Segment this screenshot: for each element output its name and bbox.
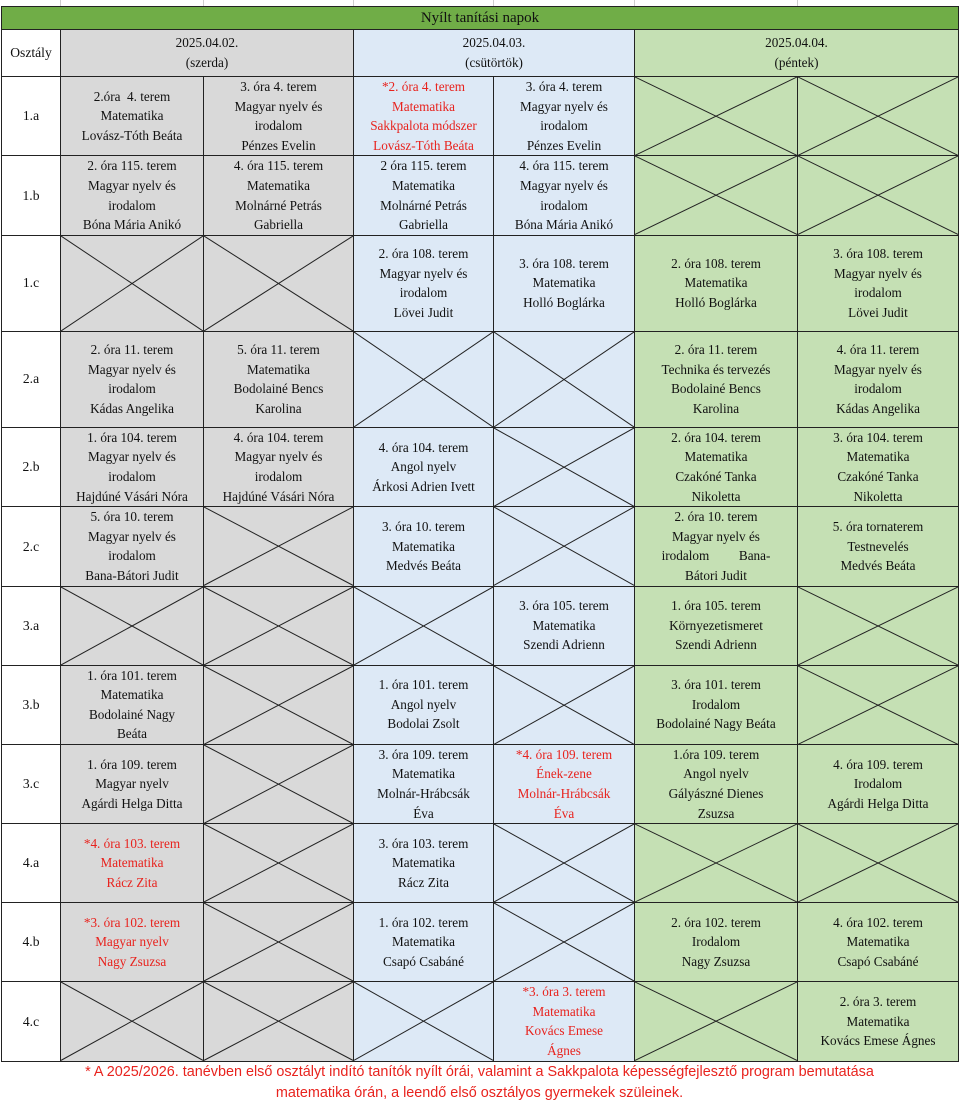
class-label: 3.b — [2, 665, 61, 744]
lesson-cell-highlighted — [494, 982, 635, 1061]
lesson-line: Magyar nyelv és — [234, 98, 323, 114]
lesson-line: Matematika — [247, 361, 310, 377]
lesson-line: Matematika — [532, 275, 596, 291]
class-label: 3.c — [2, 744, 61, 823]
lesson-cell — [354, 665, 494, 744]
cross-icon — [61, 587, 203, 665]
lesson-cell — [354, 427, 494, 506]
cross-icon — [204, 507, 353, 585]
lesson-line: 1. óra 101. terem — [87, 667, 177, 683]
table-row — [2, 665, 959, 744]
cross-icon — [798, 666, 958, 744]
cross-icon — [354, 982, 493, 1060]
lesson-line: irodalom — [540, 197, 588, 213]
lesson-line: 4. óra 104. terem — [233, 429, 324, 445]
table-title: Nyílt tanítási napok — [2, 7, 959, 30]
lesson-cell — [494, 156, 635, 235]
lesson-line: Pénzes Evelin — [241, 137, 316, 153]
lesson-cell — [798, 744, 959, 823]
lesson-line: Magyar nyelv és — [379, 265, 468, 281]
lesson-line: 4. óra 109. terem — [833, 756, 923, 772]
table-row — [2, 982, 959, 1061]
empty-slot-cross — [204, 903, 354, 982]
lesson-line: Nikoletta — [853, 488, 903, 504]
empty-slot-cross — [354, 331, 494, 427]
lesson-line: Irodalom — [691, 696, 741, 712]
lesson-line: Szendi Adrienn — [523, 637, 605, 653]
lesson-line: Bóna Mária Anikó — [514, 217, 614, 233]
lesson-line: 2. óra 11. terem — [90, 342, 174, 358]
lesson-line: Bodolainé Bencs — [233, 381, 324, 397]
lesson-line: Beáta — [116, 726, 148, 742]
empty-slot-cross — [204, 744, 354, 823]
empty-slot-cross — [61, 235, 204, 331]
cross-icon — [61, 236, 203, 331]
class-label: 4.c — [2, 982, 61, 1061]
lesson-line: Matematika — [846, 1013, 910, 1029]
empty-slot-cross — [494, 331, 635, 427]
day-header-1: 2025.04.02. (szerda) — [61, 30, 354, 77]
class-label: 2.b — [2, 427, 61, 506]
lesson-cell — [204, 427, 354, 506]
lesson-line: 4. óra 115. terem — [233, 158, 324, 174]
table-row — [2, 586, 959, 665]
table-row — [2, 235, 959, 331]
lesson-line: Bodolainé Bencs — [671, 381, 761, 397]
class-label: 1.b — [2, 156, 61, 235]
lesson-line: Bodolainé Nagy — [88, 706, 176, 722]
lesson-line: Molnárné Petrás — [235, 197, 322, 213]
lesson-cell — [204, 331, 354, 427]
lesson-line: *2. óra 4. terem — [381, 79, 466, 94]
lesson-line: Hajdúné Vásári Nóra — [222, 488, 335, 504]
lesson-line: Nikoletta — [691, 488, 741, 504]
lesson-cell — [61, 331, 204, 427]
lesson-line: *4. óra 103. terem — [83, 835, 181, 851]
lesson-line: Lövei Judit — [848, 304, 908, 320]
lesson-line: Lovász-Tóth Beáta — [373, 137, 474, 153]
lesson-line: irodalom — [399, 285, 448, 301]
table-row — [2, 903, 959, 982]
lesson-cell — [798, 235, 959, 331]
lesson-cell — [798, 427, 959, 506]
lesson-line: Kádas Angelika — [90, 400, 174, 416]
table-row — [2, 77, 959, 156]
lesson-cell-highlighted — [61, 903, 204, 982]
lesson-line: Angol nyelv — [390, 696, 457, 712]
footnote — [0, 1062, 959, 1104]
lesson-line: Kovács Emese — [525, 1023, 603, 1039]
lesson-line: Környezetismeret — [669, 617, 763, 633]
lesson-line: Karolina — [255, 400, 302, 416]
lesson-line: Csapó Csabáné — [383, 954, 464, 970]
lesson-cell — [635, 235, 798, 331]
cross-icon — [798, 156, 958, 234]
lesson-cell — [635, 427, 798, 506]
class-header: Osztály — [2, 30, 61, 77]
lesson-line: Nagy Zsuzsa — [681, 954, 751, 970]
empty-slot-cross — [798, 586, 959, 665]
cross-icon — [635, 156, 797, 234]
lesson-cell — [61, 77, 204, 156]
lesson-line: Magyar nyelv és — [88, 361, 176, 377]
lesson-line: 1. óra 105. terem — [671, 598, 761, 614]
empty-slot-cross — [635, 77, 798, 156]
empty-slot-cross — [494, 427, 635, 506]
lesson-line: Matematika — [100, 855, 164, 871]
lesson-line: irodalom — [854, 285, 902, 301]
lesson-line: Csapó Csabáné — [837, 954, 919, 970]
lesson-line: Éva — [553, 805, 575, 821]
lesson-line: Gályászné Dienes — [668, 786, 764, 802]
class-label: 2.c — [2, 507, 61, 586]
lesson-line: Gabriella — [398, 217, 449, 233]
lesson-line: Agárdi Helga Ditta — [81, 795, 183, 811]
lesson-line: irodalom — [254, 468, 303, 484]
cross-icon — [494, 666, 634, 744]
lesson-cell-highlighted — [354, 77, 494, 156]
lesson-line: Éva — [413, 805, 434, 821]
lesson-line: 4. óra 104. terem — [378, 439, 469, 455]
lesson-line: 2. óra 3. terem — [839, 994, 917, 1010]
empty-slot-cross — [204, 982, 354, 1061]
empty-slot-cross — [635, 824, 798, 903]
lesson-line: 2. óra 10. terem — [674, 509, 758, 525]
lesson-line: 3. óra 101. terem — [671, 677, 761, 693]
lesson-line: 1. óra 102. terem — [378, 914, 469, 930]
lesson-line: irodalom — [108, 548, 156, 564]
lesson-line: Medvés Beáta — [385, 558, 462, 574]
lesson-line: 3. óra 10. terem — [381, 518, 466, 534]
lesson-line: Angol nyelv — [683, 766, 749, 782]
cross-icon — [494, 507, 634, 585]
lesson-line: Irodalom — [691, 934, 741, 950]
class-label: 4.b — [2, 903, 61, 982]
lesson-cell — [798, 331, 959, 427]
lesson-line: Molnár-Hrábcsák — [517, 786, 611, 802]
cross-icon — [635, 77, 797, 155]
lesson-line: Matematika — [247, 177, 310, 193]
lesson-cell — [635, 331, 798, 427]
lesson-line: irodalom — [108, 468, 156, 484]
lesson-line: 2. óra 102. terem — [671, 914, 761, 930]
empty-slot-cross — [798, 77, 959, 156]
lesson-line: Lovász-Tóth Beáta — [81, 127, 183, 143]
cross-icon — [494, 824, 634, 902]
lesson-cell — [204, 77, 354, 156]
lesson-line: 1. óra 101. terem — [378, 677, 469, 693]
lesson-line: Holló Boglárka — [675, 295, 757, 311]
lesson-line: Magyar nyelv és — [88, 528, 176, 544]
day-header-3: 2025.04.04. (péntek) — [635, 30, 959, 77]
lesson-cell — [354, 235, 494, 331]
lesson-line: Zsuzsa — [697, 805, 735, 821]
empty-slot-cross — [204, 235, 354, 331]
lesson-line: Pénzes Evelin — [526, 137, 602, 153]
lesson-line: Nagy Zsuzsa — [97, 954, 167, 970]
lesson-cell — [354, 156, 494, 235]
lesson-line: *3. óra 102. terem — [83, 914, 181, 930]
day-header-2: 2025.04.03. (csütörtök) — [354, 30, 635, 77]
class-label: 2.a — [2, 331, 61, 427]
lesson-line: Magyar nyelv — [95, 776, 169, 792]
empty-slot-cross — [354, 586, 494, 665]
empty-slot-cross — [635, 982, 798, 1061]
lesson-cell — [494, 77, 635, 156]
lesson-line: Bodolainé Nagy Beáta — [656, 716, 776, 732]
empty-slot-cross — [61, 982, 204, 1061]
lesson-line: 1. óra 104. terem — [87, 429, 177, 445]
footnote-line-1: * A 2025/2026. tanévben első osztályt indító tanítók nyílt órái, valamint a Sakkpalota képességfejlesztő program bemutatása — [85, 1064, 874, 1080]
lesson-line: Bodolai Zsolt — [387, 716, 460, 732]
lesson-line: Rácz Zita — [106, 875, 158, 891]
cross-icon — [204, 666, 353, 744]
lesson-cell — [61, 744, 204, 823]
lesson-line: 3. óra 104. terem — [833, 429, 923, 445]
lesson-line: Hajdúné Vásári Nóra — [76, 488, 188, 504]
lesson-line: Szendi Adrienn — [675, 637, 757, 653]
cross-icon — [204, 745, 353, 823]
lesson-line: Lövei Judit — [393, 304, 454, 320]
lesson-line: 4. óra 102. terem — [833, 914, 923, 930]
cross-icon — [635, 982, 797, 1060]
empty-slot-cross — [204, 507, 354, 586]
lesson-cell — [635, 903, 798, 982]
cross-icon — [798, 587, 958, 665]
empty-slot-cross — [494, 507, 635, 586]
class-label: 1.a — [2, 77, 61, 156]
cross-icon — [635, 824, 797, 902]
lesson-line: Angol nyelv — [390, 459, 457, 475]
lesson-line: Karolina — [692, 400, 740, 416]
footnote-line-2: matematika órán, a leendő első osztályos gyermekek szüleinek. — [275, 1085, 684, 1101]
table-row — [2, 507, 959, 586]
table-row — [2, 156, 959, 235]
cross-icon — [204, 903, 353, 981]
lesson-line: Magyar nyelv és — [520, 177, 608, 193]
lesson-line: 2. óra 108. terem — [671, 255, 761, 271]
lesson-line: Molnár-Hrábcsák — [377, 786, 470, 802]
lesson-line: irodalom Bana- — [661, 548, 771, 564]
lesson-cell — [61, 427, 204, 506]
lesson-cell — [798, 903, 959, 982]
lesson-cell — [635, 586, 798, 665]
empty-slot-cross — [494, 665, 635, 744]
lesson-line: 1.óra 109. terem — [672, 746, 760, 762]
class-label: 4.a — [2, 824, 61, 903]
lesson-line: 2. óra 11. terem — [674, 342, 758, 358]
cross-icon — [798, 77, 958, 155]
lesson-line: Magyar nyelv és — [834, 265, 922, 281]
table-row — [2, 331, 959, 427]
lesson-cell — [494, 586, 635, 665]
lesson-line: 3. óra 103. terem — [378, 835, 469, 851]
lesson-line: Matematika — [392, 177, 455, 193]
table-row — [2, 824, 959, 903]
lesson-line: 2. óra 108. terem — [378, 246, 469, 262]
empty-slot-cross — [798, 824, 959, 903]
lesson-line: Matematika — [532, 1003, 596, 1019]
lesson-line: Magyar nyelv és — [520, 98, 608, 114]
lesson-line: Árkosi Adrien Ivett — [372, 478, 475, 494]
lesson-line: Medvés Beáta — [840, 558, 916, 574]
lesson-line: irodalom — [108, 197, 156, 213]
lesson-cell — [635, 744, 798, 823]
empty-slot-cross — [204, 665, 354, 744]
lesson-line: 3. óra 105. terem — [519, 598, 609, 614]
empty-slot-cross — [204, 824, 354, 903]
lesson-line: Technika és tervezés — [661, 361, 771, 377]
cross-icon — [494, 903, 634, 981]
lesson-line: Gabriella — [253, 217, 304, 233]
lesson-line: 3. óra 4. terem — [525, 79, 603, 94]
lesson-line: Czakóné Tanka — [837, 468, 919, 484]
lesson-cell — [354, 824, 494, 903]
empty-slot-cross — [204, 586, 354, 665]
empty-slot-cross — [494, 903, 635, 982]
lesson-line: Bóna Mária Anikó — [82, 217, 182, 233]
lesson-line: Matematika — [846, 449, 910, 465]
lesson-cell-highlighted — [61, 824, 204, 903]
lesson-line: 4. óra 115. terem — [519, 158, 609, 174]
lesson-line: 2. óra 115. terem — [87, 158, 177, 174]
lesson-line: Magyar nyelv és — [234, 449, 323, 465]
lesson-line: 3. óra 108. terem — [833, 246, 923, 262]
lesson-line: Matematika — [684, 449, 748, 465]
lesson-line: irodalom — [540, 118, 588, 134]
lesson-line: *4. óra 109. terem — [515, 746, 613, 762]
lesson-line: 5. óra 10. terem — [90, 509, 174, 525]
empty-slot-cross — [635, 156, 798, 235]
class-label: 3.a — [2, 586, 61, 665]
lesson-line: Matematika — [100, 687, 164, 703]
lesson-line: Matematika — [392, 98, 455, 114]
cross-icon — [61, 982, 203, 1060]
cross-icon — [354, 587, 493, 665]
lesson-line: irodalom — [854, 381, 902, 397]
lesson-line: *3. óra 3. terem — [522, 984, 606, 1000]
lesson-line: Irodalom — [853, 776, 903, 792]
lesson-cell-highlighted — [494, 744, 635, 823]
lesson-line: Magyar nyelv — [95, 934, 169, 950]
lesson-cell — [354, 903, 494, 982]
class-label: 1.c — [2, 235, 61, 331]
lesson-line: 3. óra 109. terem — [378, 746, 469, 762]
lesson-line: Kovács Emese Ágnes — [820, 1033, 936, 1049]
lesson-cell — [354, 744, 494, 823]
empty-slot-cross — [798, 665, 959, 744]
lesson-line: Magyar nyelv és — [88, 177, 176, 193]
cross-icon — [204, 824, 353, 902]
lesson-line: 2 óra 115. terem — [380, 158, 467, 174]
lesson-line: Sakkpalota módszer — [370, 118, 477, 134]
lesson-line: Matematika — [392, 934, 455, 950]
lesson-line: Agárdi Helga Ditta — [827, 795, 929, 811]
cross-icon — [204, 587, 353, 665]
cross-icon — [494, 428, 634, 506]
lesson-line: Kádas Angelika — [836, 400, 920, 416]
table-row — [2, 744, 959, 823]
lesson-line: Matematika — [684, 275, 748, 291]
lesson-line: Magyar nyelv és — [834, 361, 922, 377]
lesson-cell — [798, 507, 959, 586]
lesson-line: irodalom — [254, 118, 303, 134]
lesson-line: Matematika — [532, 617, 596, 633]
lesson-cell — [635, 665, 798, 744]
lesson-line: Matematika — [846, 934, 910, 950]
lesson-line: Matematika — [100, 108, 164, 124]
lesson-line: 2.óra 4. terem — [93, 88, 171, 104]
lesson-line: Magyar nyelv és — [672, 528, 760, 544]
lesson-line: Bana-Bátori Judit — [85, 567, 179, 583]
cross-icon — [798, 824, 958, 902]
cross-icon — [204, 982, 353, 1060]
lesson-line: Rácz Zita — [398, 875, 449, 891]
lesson-cell — [494, 235, 635, 331]
lesson-cell — [354, 507, 494, 586]
lesson-line: 2. óra 104. terem — [671, 429, 761, 445]
lesson-line: 3. óra 108. terem — [519, 255, 609, 271]
lesson-cell — [61, 665, 204, 744]
lesson-line: Matematika — [392, 855, 455, 871]
lesson-line: Ének-zene — [536, 766, 592, 782]
table-row — [2, 427, 959, 506]
lesson-cell — [204, 156, 354, 235]
lesson-line: Testnevelés — [847, 538, 909, 554]
lesson-line: 3. óra 4. terem — [240, 79, 317, 94]
lesson-line: Matematika — [392, 538, 455, 554]
cross-icon — [354, 332, 493, 427]
empty-slot-cross — [61, 586, 204, 665]
lesson-line: Molnárné Petrás — [380, 197, 467, 213]
lesson-line: 5. óra 11. terem — [237, 342, 320, 358]
schedule-table — [1, 6, 959, 1062]
lesson-line: 5. óra tornaterem — [832, 518, 924, 534]
empty-slot-cross — [354, 982, 494, 1061]
empty-slot-cross — [798, 156, 959, 235]
cross-icon — [204, 236, 353, 331]
lesson-cell — [635, 507, 798, 586]
lesson-line: Czakóné Tanka — [675, 468, 757, 484]
lesson-line: Bátori Judit — [685, 567, 747, 583]
lesson-cell — [61, 507, 204, 586]
lesson-line: Ágnes — [547, 1043, 581, 1059]
lesson-line: Matematika — [392, 766, 455, 782]
cross-icon — [494, 332, 634, 427]
lesson-line: irodalom — [108, 381, 156, 397]
lesson-line: Magyar nyelv és — [88, 449, 176, 465]
lesson-line: 1. óra 109. terem — [87, 756, 177, 772]
lesson-line: 4. óra 11. terem — [836, 342, 920, 358]
lesson-line: Holló Boglárka — [523, 295, 605, 311]
lesson-cell — [798, 982, 959, 1061]
lesson-cell — [61, 156, 204, 235]
empty-slot-cross — [494, 824, 635, 903]
